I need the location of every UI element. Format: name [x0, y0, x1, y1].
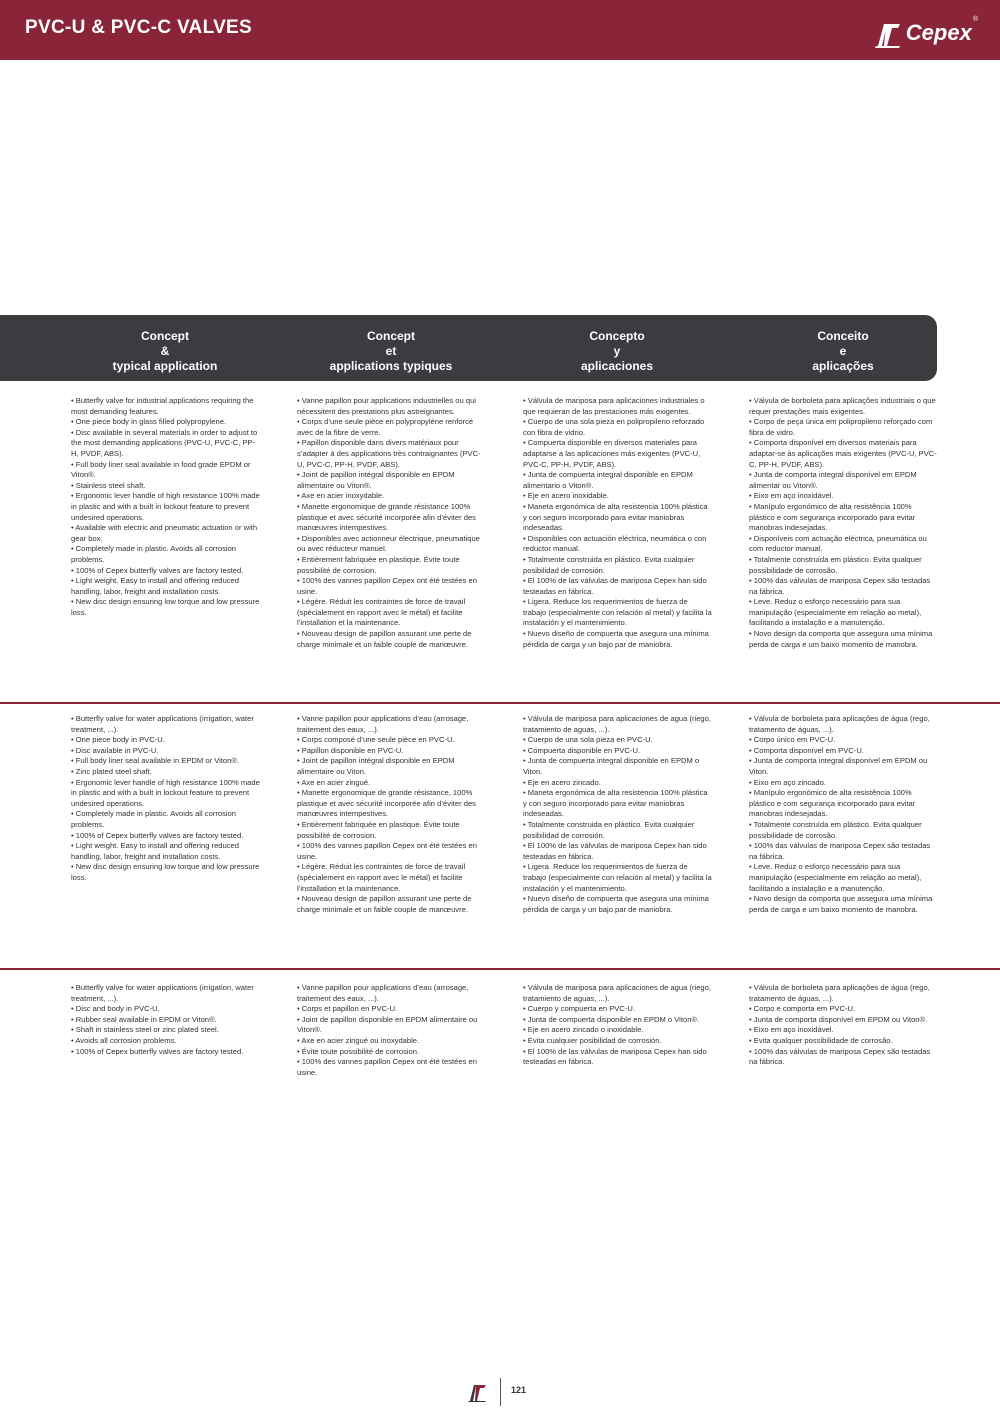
section-3-english: • Butterfly valve for water applications (irrigation, water treatment, ...). • Disc and body in PVC-U. • Rubber seal available in EPDM or Viton®. • Shaft in stainless steel or zinc plated steel. • Avoids all corrosion problems. • 100% of Cepex butterfly valves are factory tested. [71, 983, 254, 1056]
top-banner [0, 0, 1000, 60]
section-divider [0, 968, 1000, 970]
cepex-logo-icon [874, 18, 902, 48]
section-3-portuguese: • Válvula de borboleta para aplicações de água (rego, tratamento de águas, ...). • Corpo e comporta em PVC-U. • Junta de comporta disponível em EPDM ou Viton®. • Eixo em aço inoxidável. • Evita qualquer possibilidade de corrosão. • 100% das válvulas de mariposa Cepex são testadas na fábrica. [749, 983, 931, 1067]
cepex-logo [874, 16, 978, 50]
section-2-spanish: • Válvula de mariposa para aplicaciones de agua (riego, tratamiento de aguas, ...). • Cuerpo de una sola pieza en PVC-U. • Compuerta disponible en PVC-U. • Junta de compuerta integral disponible en EPDM o Viton. • Eje en acero zincado. • Maneta ergonómica de alta resistencia 100% plástica y con seguro incorporado para evitar maniobras indeseadas. • Totalmente construida en plástico. Evita cualquier posibilidad de corrosión. • El 100% de las válvulas de mariposa Cepex han sido testeadas en fábrica. • Ligera. Reduce los requerimientos de fuerza de trabajo (especialmente con relación al metal) y facilita la instalación y el mantenimiento. • Nuevo diseño de compuerta que asegura una mínima pérdida de carga y un bajo par de maniobra. [523, 714, 712, 914]
page-title: PVC-U & PVC-C VALVES [25, 17, 252, 38]
section-2-french: • Vanne papillon pour applications d’eau (arrosage, traitement des eaux, ...). • Corps composé d’une seule pièce en PVC-U. • Papillon disponible en PVC-U. • Joint de papillon intégral disponible en EPDM alimentaire ou Viton. • Axe en acier zingué. • Manette ergonomique de grande résistance, 100% plastique et avec sécurité incorporée afin d’éviter des manœuvres intempestives. • Entièrement fabriquée en plastique. Évite toute possibilité de corrosion. • 100% des vannes papillon Cepex ont été testées en usine. • Légère. Réduit les contraintes de force de travail (spécialement en rapport avec le métal) et facilite l’installation et la maintenance. • Nouveau design de papillon assurant une perte de charge minimale et un faible couple de manœuvre. [297, 714, 477, 914]
section-3-spanish: • Válvula de mariposa para aplicaciones de agua (riego, tratamiento de aguas, ...). • Cuerpo y compuerta en PVC-U. • Junta de compuerta disponible en EPDM o Viton®. • Eje en acero zincado o inoxidable. • Evita cualquier posibilidad de corrosión. • El 100% de las válvulas de mariposa Cepex han sido testeadas en fábrica. [523, 983, 711, 1067]
section-2-portuguese: • Válvula de borboleta para aplicações de água (rego, tratamento de águas, ...). • Corpo único em PVC-U. • Comporta disponível em PVC-U. • Junta de comporta integral disponível em EPDM ou Viton. • Eixo em aço zincado. • Manípulo ergonómico de alta resistência 100% plástico e com segurança incorporado para evitar manobras indesejadas. • Totalmente construída em plástico. Evita qualquer possibilidade de corrosão. • 100% das válvulas de mariposa Cepex são testadas na fábrica. • Leve. Reduz o esforço necessário para sua manipulação (especialmente em relação ao metal), facilitando a instalação e a manutenção. • Novo design da comporta que assegura uma mínima perda de carga e um baixo momento de manobra. [749, 714, 933, 914]
page-number: 121 [511, 1385, 527, 1395]
section-1-portuguese: • Válvula de borboleta para aplicações industriais o que requer prestações mais exigentes. • Corpo de peça única em polipropileno reforçado com fibra de vidro. • Comporta disponível em diversos materiais para adaptar-se às aplicações mais exigentes (PVC-U, PVC-C, PP-H, PVDF, ABS). • Junta de comporta integral disponível em EPDM alimentar ou Viton®. • Eixo em aço inoxidável. • Manípulo ergonómico de alta resistência 100% plástico e com segurança incorporado para evitar manobras indesejadas. • Disponíveis com actuação eléctrica, pneumática ou com reductor manual. • Totalmente construída em plástico. Evita qualquer possibilidade de corrosão. • 100% das válvulas de mariposa Cepex são testadas na fábrica. • Leve. Reduz o esforço necessário para sua manipulação (especialmente em relação ao metal), facilitando a instalação e a manutenção. • Novo design da comporta que assegura uma mínima perda de carga e um baixo momento de manobra. [749, 396, 937, 649]
section-1-english: • Butterfly valve for industrial applications requiring the most demanding features. • One piece body in glass filled polypropylene. • Disc available in several materials in order to adjust to the most demanding applications (PVC-U, PVC-C, PP-H, PVDF, ABS). • Full body liner seal available in food grade EPDM or Viton®. • Stainless steel shaft. • Ergonomic lever handle of high resistance 100% made in plastic and with a built in lockout feature to prevent undesired operations. • Available with electric and pneumatic actuation or with gear box. • Completely made in plastic. Avoids all corrosion problems. • 100% of Cepex butterfly valves are factory tested. • Light weight. Easy to install and offering reduced handling, labor, freight and installation costs. • New disc design ensuring low torque and low pressure loss. [71, 396, 260, 617]
column-header-french: Concept et applications typiques [329, 329, 453, 373]
section-3-french: • Vanne papillon pour applications d’eau (arrosage, traitement des eaux, ...). • Corps et papillon en PVC-U. • Joint de papillon disponible en EPDM alimentaire ou Viton®. • Axe en acier zingué ou inoxydable. • Évite toute possibilité de corrosion. • 100% des vannes papillon Cepex ont été testées en usine. [297, 983, 478, 1077]
column-header-portuguese: Conceito e aplicações [812, 329, 874, 373]
footer-divider [500, 1378, 501, 1406]
column-header-spanish: Concepto y aplicaciones [580, 329, 654, 373]
section-2-english: • Butterfly valve for water applications (irrigation, water treatment, ...). • One piece body in PVC-U. • Disc available in PVC-U. • Full body liner seal available in EPDM or Viton®. • Zinc plated steel shaft. • Ergonomic lever handle of high resistance 100% made in plastic and with a built in lockout feature to prevent undesired operations. • Completely made in plastic. Avoids all corrosion problems. • 100% of Cepex butterfly valves are factory tested. • Light weight. Easy to install and offering reduced handling, labor, freight and installation costs. • New disc design ensuring low torque and low pressure loss. [71, 714, 260, 882]
section-1-spanish: • Válvula de mariposa para aplicaciones industriales o que requieran de las prestaciones más exigentes. • Cuerpo de una sola pieza en polipropileno reforzado con fibra de vidrio. • Compuerta disponible en diversos materiales para adaptarse a las aplicaciones más exigentes (PVC-U, PVC-C, PP-H, PVDF, ABS). • Junta de compuerta integral disponible en EPDM alimentario o Viton®. • Eje en acero inoxidable. • Maneta ergonómica de alta resistencia 100% plástica y con seguro incorporado para evitar maniobras indeseadas. • Disponibles con actuación eléctrica, neumática o con reductor manual. • Totalmente construida en plástico. Evita cualquier posibilidad de corrosión. • El 100% de las válvulas de mariposa Cepex han sido testeadas en fábrica. • Ligera. Reduce los requerimientos de fuerza de trabajo (especialmente con relación al metal) y facilita la instalación y el mantenimiento. • Nuevo diseño de compuerta que asegura una mínima pérdida de carga y un bajo par de maniobra. [523, 396, 712, 649]
footer-logo-icon [468, 1382, 488, 1402]
column-header-band [0, 315, 937, 381]
section-1-french: • Vanne papillon pour applications industrielles ou qui nécessitent des prestations plus astreignantes. • Corps d’une seule pièce en polypropylène renforcé avec de la fibre de verre. • Papillon disponible dans divers matériaux pour s’adapter à des applications très contraignantes (PVC-U, PVC-C, PP-H, PVDF, ABS). • Joint de papillon intégral disponible en EPDM alimentaire ou Viton®. • Axe en acier inoxydable. • Manette ergonomique de grande résistance 100% plastique et avec sécurité incorporée afin d’éviter des manœuvres intempestives. • Disponibles avec actionneur électrique, pneumatique ou avec réducteur manuel. • Entièrement fabriquée en plastique. Évite toute possibilité de corrosion. • 100% des vannes papillon Cepex ont été testées en usine. • Légère. Réduit les contraintes de force de travail (spécialement en rapport avec le métal) et facilite l’installation et la maintenance. • Nouveau design de papillon assurant une perte de charge minimale et un faible couple de manœuvre. [297, 396, 481, 649]
registered-mark: ® [972, 16, 978, 23]
section-divider [0, 702, 1000, 704]
brand-name: Cepex [905, 20, 972, 45]
column-header-english: Concept & typical application [112, 329, 218, 373]
